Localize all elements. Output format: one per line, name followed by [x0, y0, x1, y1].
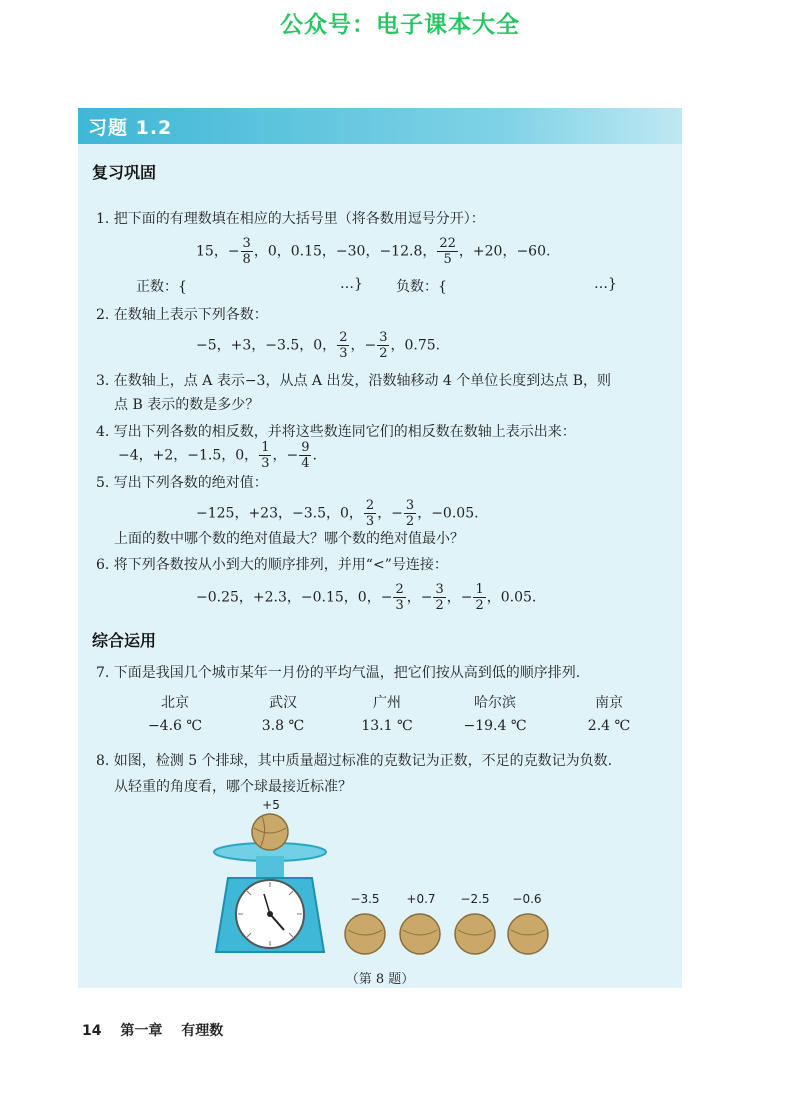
- chapter-label: 第一章: [120, 1023, 163, 1039]
- volleyball-3: [455, 914, 495, 954]
- q1-frac-2: $\frac{22}{5}$: [439, 236, 456, 267]
- chapter-name: 有理数: [181, 1023, 224, 1039]
- q6-numbers: −0.25，+2.3，−0.15，0，− $\frac{2}{3}$ ，− $\frac{3}{2}$ ，− $\frac{1}{2}$ ，0.05.: [196, 582, 537, 613]
- ball-label: −2.5: [460, 892, 490, 906]
- q2-text: 2. 在数轴上表示下列各数：: [96, 307, 268, 323]
- q7-city: 广州: [373, 695, 401, 711]
- top-watermark: 公众号：电子课本大全: [280, 12, 520, 38]
- scale-illustration: [208, 812, 338, 962]
- q7-city: 哈尔滨: [474, 695, 516, 711]
- volleyball-1: [345, 914, 385, 954]
- section-apply: 综合运用: [92, 631, 157, 650]
- ball-label: −3.5: [350, 892, 380, 906]
- q7-temp: 2.4 ℃: [587, 718, 631, 734]
- q1-positive-set: 正数：{: [136, 279, 187, 295]
- exercise-title: 习题 1.2: [88, 117, 173, 139]
- q1-negative-set: 负数：{: [396, 279, 447, 295]
- q5-numbers: −125，+23，−3.5，0， $\frac{2}{3}$ ，− $\frac{3}{2}$ ，−0.05.: [196, 498, 479, 529]
- volleyball-2: [400, 914, 440, 954]
- ball-label: −0.6: [512, 892, 542, 906]
- volleyball-4: [508, 914, 548, 954]
- q2-numbers: −5，+3，−3.5，0， $\frac{2}{3}$ ，− $\frac{3}{2}$ ，0.75.: [196, 330, 441, 361]
- q1-frac-1: $\frac{3}{8}$: [242, 236, 251, 267]
- q5-text: 5. 写出下列各数的绝对值：: [96, 475, 268, 491]
- q4-text: 4. 写出下列各数的相反数，并将这些数连同它们的相反数在数轴上表示出来：: [96, 424, 576, 440]
- q7-temp: −4.6 ℃: [147, 718, 203, 734]
- q7-text: 7. 下面是我国几个城市某年一月份的平均气温，把它们按从高到低的顺序排列.: [96, 665, 581, 681]
- exercise-header: [78, 108, 682, 144]
- q7-city: 武汉: [269, 695, 297, 711]
- q3-line1: 3. 在数轴上，点 A 表示−3，从点 A 出发，沿数轴移动 4 个单位长度到达点 B，则: [96, 373, 612, 389]
- q7-temp: −19.4 ℃: [463, 718, 527, 734]
- q1-numbers: 15，− $\frac{3}{8}$ ，0，0.15，−30，−12.8， $\frac{22}{5}$ ，+20，−60.: [196, 236, 551, 267]
- scale-ball-label: +5: [262, 798, 280, 812]
- page-number: 14: [82, 1023, 102, 1039]
- exercise-box: [78, 108, 682, 988]
- q3-line2: 点 B 表示的数是多少？: [114, 397, 260, 413]
- q1-positive-end: …}: [340, 276, 363, 292]
- q8-line1: 8. 如图，检测 5 个排球，其中质量超过标准的克数记为正数，不足的克数记为负数.: [96, 753, 613, 769]
- page-footer: [82, 1020, 237, 1040]
- q7-city: 南京: [595, 695, 623, 711]
- q7-temp: 3.8 ℃: [261, 718, 305, 734]
- volleyball-row: [340, 910, 560, 960]
- q1-text: 1. 把下面的有理数填在相应的大括号里（将各数用逗号分开）：: [96, 211, 485, 227]
- q5-question: 上面的数中哪个数的绝对值最大？哪个数的绝对值最小？: [114, 531, 464, 547]
- section-review: 复习巩固: [92, 163, 157, 182]
- q7-temp: 13.1 ℃: [361, 718, 413, 734]
- figure-caption: （第 8 题）: [345, 972, 415, 987]
- q1-negative-end: …}: [594, 276, 617, 292]
- ball-label: +0.7: [406, 892, 436, 906]
- q8-line2: 从轻重的角度看，哪个球最接近标准？: [114, 779, 352, 795]
- q6-text: 6. 将下列各数按从小到大的顺序排列，并用“<”号连接：: [96, 557, 448, 573]
- q4-numbers: −4，+2，−1.5，0， $\frac{1}{3}$ ，− $\frac{9}{4}$ .: [118, 440, 317, 471]
- q7-city: 北京: [161, 695, 189, 711]
